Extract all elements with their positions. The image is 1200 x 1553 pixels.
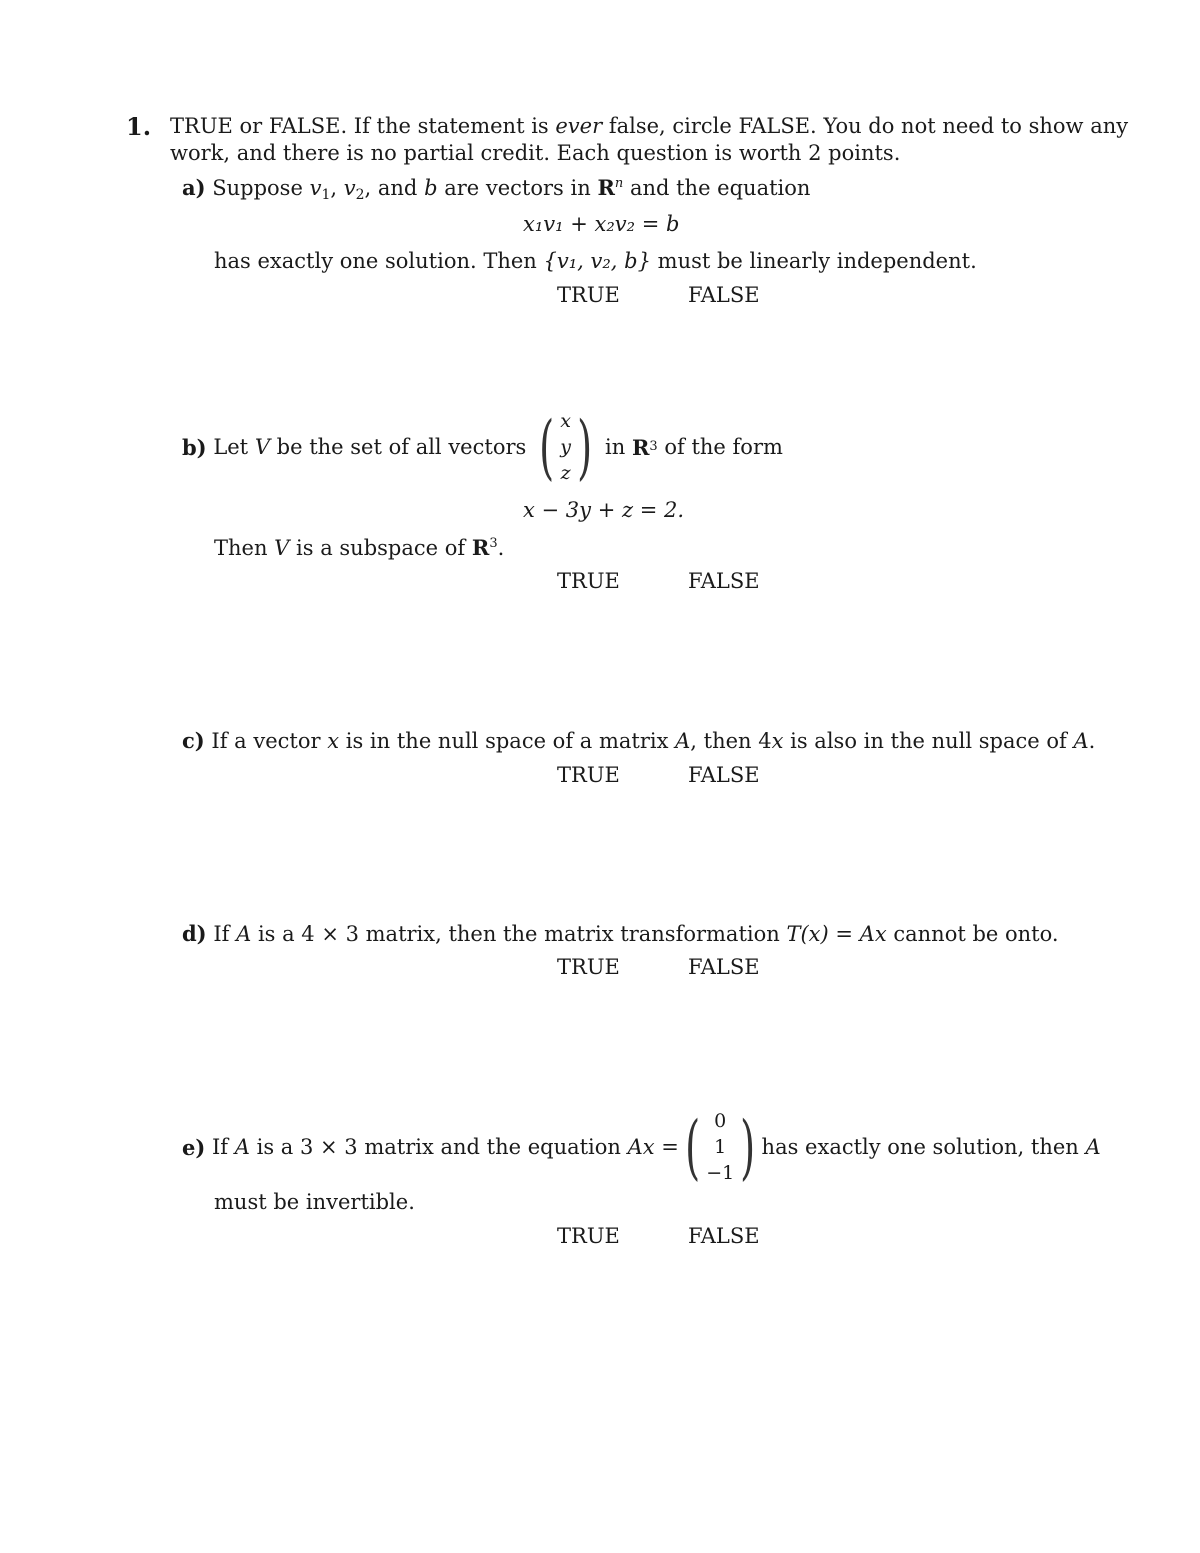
part-a-set: {v₁, v₂, b} xyxy=(543,249,651,273)
part-b-statement: b) Let V be the set of all vectors ( x y z ) in R 3 of the form xyxy=(182,406,783,488)
part-e-text: is a 3 × 3 matrix and the equation xyxy=(256,1135,621,1159)
instructions-text-b: false, circle FALSE. You do not need to show any xyxy=(608,114,1129,138)
instructions-line-1 xyxy=(170,114,1128,138)
part-c-statement: c) If a vector x is in the null space of a matrix A, then 4x is also in the null space of A. xyxy=(182,728,1096,753)
vector-entry: −1 xyxy=(706,1162,735,1184)
part-a-text: has exactly one solution. Then xyxy=(214,249,537,273)
part-e-text: If xyxy=(211,1135,229,1159)
part-c-text: is in the null space of a matrix xyxy=(345,729,669,753)
part-b-label: b) xyxy=(182,434,207,460)
part-c-false-option[interactable]: FALSE xyxy=(688,763,760,787)
vector-entry: 1 xyxy=(714,1136,727,1158)
part-a-text: are vectors in xyxy=(444,176,591,200)
instructions-line-2: work, and there is no partial credit. Each question is worth 2 points. xyxy=(170,141,901,165)
part-c-label: c) xyxy=(182,728,205,753)
part-b-vector: ( x y z ) xyxy=(539,406,593,488)
part-a-text: and the equation xyxy=(629,176,811,200)
part-e-statement: e) If A is a 3 × 3 matrix and the equation Ax = ( 0 1 −1 ) has exactly one solution, then A xyxy=(182,1106,1101,1188)
part-a-text: Suppose xyxy=(212,176,303,200)
vector-entry: x xyxy=(560,410,571,432)
part-e-true-option[interactable]: TRUE xyxy=(557,1224,620,1248)
part-a-text: must be linearly independent. xyxy=(657,249,977,273)
part-d-label: d) xyxy=(182,921,207,946)
part-a-label: a) xyxy=(182,175,206,200)
part-a-false-option[interactable]: FALSE xyxy=(688,283,760,307)
part-e-formula: Ax = xyxy=(627,1135,679,1159)
part-a-text: and xyxy=(377,176,418,200)
part-b-line-2: Then V is a subspace of $R^3$. xyxy=(214,535,505,560)
part-c-text: is also in the null space of xyxy=(790,729,1067,753)
vector-entry: y xyxy=(560,436,572,458)
part-e-vector: ( 0 1 −1 ) xyxy=(685,1106,756,1188)
instructions-text-a: TRUE or FALSE. If the statement is xyxy=(170,114,549,138)
instructions-emphasis: ever xyxy=(555,114,603,138)
part-c-text: If a vector xyxy=(211,729,321,753)
part-d-text: If xyxy=(213,922,230,946)
part-a-equation: x₁v₁ + x₂v₂ = b xyxy=(523,212,680,236)
vector-entry: z xyxy=(560,462,571,484)
part-d-text: cannot be onto. xyxy=(893,922,1059,946)
part-b-true-option[interactable]: TRUE xyxy=(557,569,620,593)
part-d-false-option[interactable]: FALSE xyxy=(688,955,760,979)
part-d-true-option[interactable]: TRUE xyxy=(557,955,620,979)
part-b-text: is a subspace of xyxy=(296,536,466,560)
part-b-text: Let xyxy=(213,435,249,459)
part-d-formula: T(x) = Ax xyxy=(786,922,887,946)
part-a-statement: a) Suppose $v_1$, $v_2$, and b are vectors in $R^n$ and the equation xyxy=(182,175,811,203)
part-e-false-option[interactable]: FALSE xyxy=(688,1224,760,1248)
part-c-text: , then 4 xyxy=(690,729,772,753)
part-b-text: of the form xyxy=(664,435,783,459)
part-c-true-option[interactable]: TRUE xyxy=(557,763,620,787)
part-b-equation: x − 3y + z = 2. xyxy=(523,498,685,522)
part-e-label: e) xyxy=(182,1134,206,1160)
part-d-text: is a 4 × 3 matrix, then the matrix transformation xyxy=(257,922,780,946)
question-number: 1. xyxy=(126,112,152,141)
part-b-text: in xyxy=(605,435,626,459)
part-a-line-2 xyxy=(214,249,977,273)
part-a-true-option[interactable]: TRUE xyxy=(557,283,620,307)
part-b-text: be the set of all vectors xyxy=(276,435,527,459)
part-d-statement: d) If A is a 4 × 3 matrix, then the matrix transformation T(x) = Ax cannot be onto. xyxy=(182,921,1059,946)
part-e-line-2: must be invertible. xyxy=(214,1190,415,1214)
part-b-text: Then xyxy=(214,536,268,560)
part-e-text: has exactly one solution, then xyxy=(761,1135,1079,1159)
vector-entry: 0 xyxy=(714,1110,727,1132)
part-b-false-option[interactable]: FALSE xyxy=(688,569,760,593)
